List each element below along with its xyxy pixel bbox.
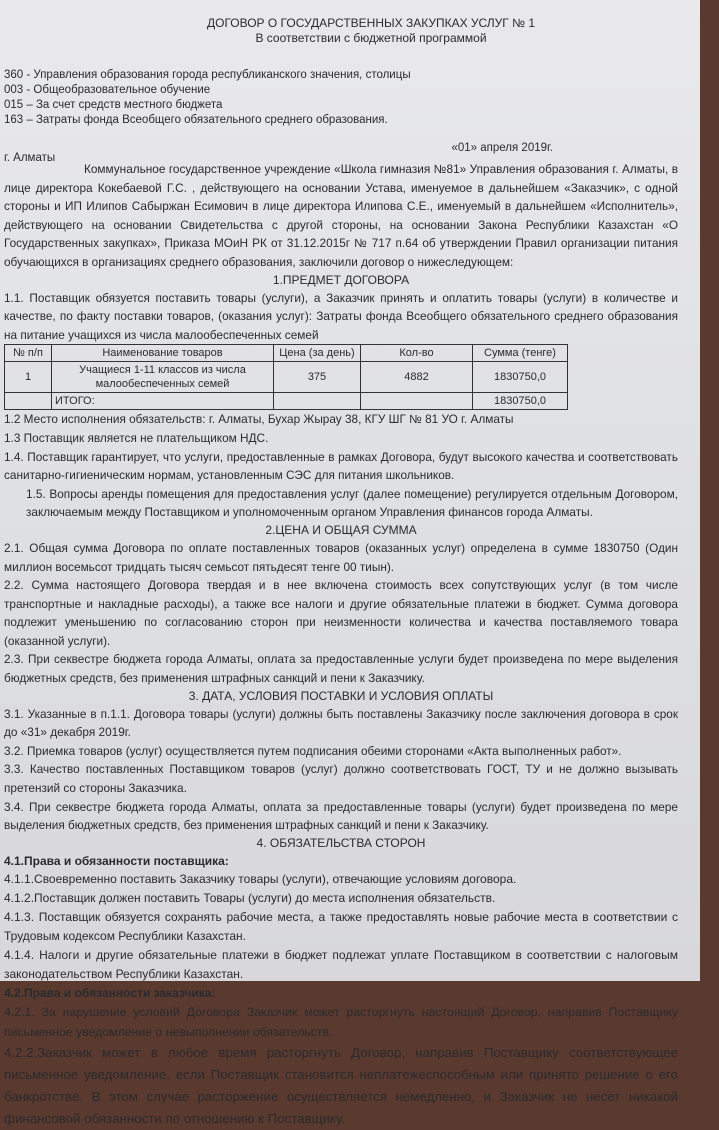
- total-label: ИТОГО:: [52, 393, 274, 410]
- contract-date: «01» апреля 2019г.: [451, 142, 553, 154]
- column-header: Кол-во: [361, 345, 473, 362]
- cell-quantity: 4882: [361, 362, 473, 393]
- clause: 1.4. Поставщик гарантирует, что услуги, предоставленные в рамках Договора, будут высокого качества и соответствовать санитарно-гигиеническим нормам, установленным СЭС для питания школьников.: [4, 449, 678, 483]
- column-header: Сумма (тенге): [473, 345, 568, 362]
- budget-code: 003 - Общеобразовательное обучение: [4, 84, 211, 96]
- goods-table: [4, 344, 568, 410]
- clause: 3.1. Указанные в п.1.1. Договора товары (услуги) должны быть поставлены Заказчику после заключения договора в срок до «31» декабря 2019г.: [4, 706, 678, 740]
- clause: 2.2. Сумма настоящего Договора твердая и в нее включена стоимость всех сопутствующих услуг (в том числе транспортные и накладные расходы), а также все налоги и другие обязательные платежи в бюджет. Сумма договора подлежит уменьшению по согласованию сторон при неизменности количества и качества поставляемого товара (оказанной услуги).: [4, 578, 678, 648]
- column-header: № п/п: [5, 345, 52, 362]
- budget-code: 163 – Затраты фонда Всеобщего обязательного среднего образования.: [4, 114, 388, 126]
- empty-cell: [274, 393, 361, 410]
- table-header-row: [5, 345, 568, 362]
- cell-price: 375: [274, 362, 361, 393]
- column-header: Цена (за день): [274, 345, 361, 362]
- empty-cell: [361, 393, 473, 410]
- budget-code: 015 – За счет средств местного бюджета: [4, 99, 223, 111]
- total-value: 1830750,0: [473, 393, 568, 410]
- document-title: ДОГОВОР О ГОСУДАРСТВЕННЫХ ЗАКУПКАХ УСЛУГ № 1: [206, 16, 536, 30]
- supplier-rights-heading: 4.1.Права и обязанности поставщика:: [4, 853, 229, 868]
- section-2-heading: 2.ЦЕНА И ОБЩАЯ СУММА: [265, 522, 417, 537]
- section-1-heading: 1.ПРЕДМЕТ ДОГОВОРА: [272, 272, 410, 287]
- empty-cell: [5, 393, 52, 410]
- clause: 4.2.2.Заказчик может в любое время расторгнуть Договор, направив Поставщику соответствующее письменное уведомление, если Поставщик становится неплатежеспособным или принято решение о его банкротстве. В этом случае расторжение осуществляется немедленно, и Заказчик не несет никакой финансовой обязанности по отношению к Поставщику.: [4, 1044, 678, 1126]
- city: г. Алматы: [4, 152, 56, 164]
- section-4-body: [4, 852, 678, 1130]
- column-header: Наименование товаров: [52, 345, 274, 362]
- cell-sum: 1830750,0: [473, 362, 568, 393]
- clause: 3.3. Качество поставленных Поставщиком товаров (услуг) должно соответствовать ГОСТ, ТУ и не должно вызывать претензий со стороны Заказчика.: [4, 762, 678, 796]
- document-subtitle: В соответствии с бюджетной программой: [255, 31, 487, 45]
- cell-number: 1: [5, 362, 52, 393]
- preamble: Коммунальное государственное учреждение «Школа гимназия №81» Управления образования г. Алматы, в лице директора Кокебаевой Г.С. , действующего на основании Устава, именуемое в дальнейшем «Заказчик», с одной стороны и ИП Илипов Сабыржан Есимович в лице директора Илипова С.Е., именуемый в дальнейшем «Исполнитель», действующего на основании Свидетельства с другой стороны, на основании Закона Республики Казахстан «О Государственных закупках», Приказа МОиН РК от 31.12.2015г № 717 п.64 об утверждении Правил организации питания обучающихся в организациях среднего образования, заключили договор о нижеследующем:: [4, 162, 678, 269]
- clause: 1.3 Поставщик является не плательщиком НДС.: [4, 430, 269, 445]
- clause: 1.2 Место исполнения обязательств: г. Алматы, Бухар Жырау 38, КГУ ШГ № 81 УО г. Алматы: [4, 412, 514, 427]
- place-date-line: [4, 142, 678, 164]
- clause: 4.1.1.Своевременно поставить Заказчику товары (услуги), отвечающие условиям договора.: [4, 871, 517, 886]
- budget-code: 360 - Управления образования города республиканского значения, столицы: [4, 69, 411, 81]
- clause: 1.5. Вопросы аренды помещения для предоставления услуг (далее помещение) регулируется отдельным Договором, заключаемым между Поставщиком и уполномоченным органом Управления финансов города Алматы.: [26, 486, 678, 520]
- clause-1-1: 1.1. Поставщик обязуется поставить товары (услуги), а Заказчик принять и оплатить товары (услуги) в количестве и качестве, по факту поставки товаров, (оказания услуг): Затраты фонда Всеобщего обязательного среднего образования на питание учащихся из числа малообеспеченных семей: [4, 290, 678, 342]
- clause: 4.1.2.Поставщик должен поставить Товары (услуги) до места исполнения обязательств.: [4, 890, 496, 905]
- clause: 2.3. При секвестре бюджета города Алматы, оплата за предоставленные услуги будет произведена по мере выделения бюджетных средств, без применения штрафных санкций и пени к Заказчику.: [4, 652, 678, 686]
- budget-codes: [4, 68, 678, 128]
- table-row: [5, 362, 568, 393]
- clause: 4.2.1. За нарушение условий Договора Заказчик может расторгнуть настоящий Договор, направив Поставщику письменное уведомление о невыполнении обязательств.: [4, 1004, 678, 1039]
- cell-name: Учащиеся 1-11 классов из числа малообеспеченных семей: [52, 362, 274, 393]
- table-total-row: [5, 393, 568, 410]
- section-4-heading: 4. ОБЯЗАТЕЛЬСТВА СТОРОН: [256, 835, 426, 850]
- clause: 4.1.3. Поставщик обязуется сохранять рабочие места, а также предоставлять новые рабочие места в соответствии с Трудовым кодексом Республики Казахстан.: [4, 909, 678, 943]
- clause: 2.1. Общая сумма Договора по оплате поставленных товаров (оказанных услуг) определена в сумме 1830750 (Один миллион восемьсот тридцать тысяч семьсот пятьдесят тенге 00 тиын).: [4, 540, 678, 574]
- section-3-heading: 3. ДАТА, УСЛОВИЯ ПОСТАВКИ И УСЛОВИЯ ОПЛАТЫ: [188, 688, 494, 703]
- clause: 3.4. При секвестре бюджета города Алматы, оплата за предоставленные товары (услуги) будет произведена по мере выделения бюджетных средств, без применения штрафных санкций и пени к Заказчику.: [4, 799, 678, 833]
- clause: 3.2. Приемка товаров (услуг) осуществляется путем подписания обеими сторонами «Акта выполненных работ».: [4, 743, 622, 758]
- customer-rights-heading: 4.2.Права и обязанности заказчика:: [4, 985, 216, 1000]
- clause: 4.1.4. Налоги и другие обязательные платежи в бюджет подлежат уплате Поставщиком в соответствии с налоговым законодательством Республики Казахстан.: [4, 947, 678, 981]
